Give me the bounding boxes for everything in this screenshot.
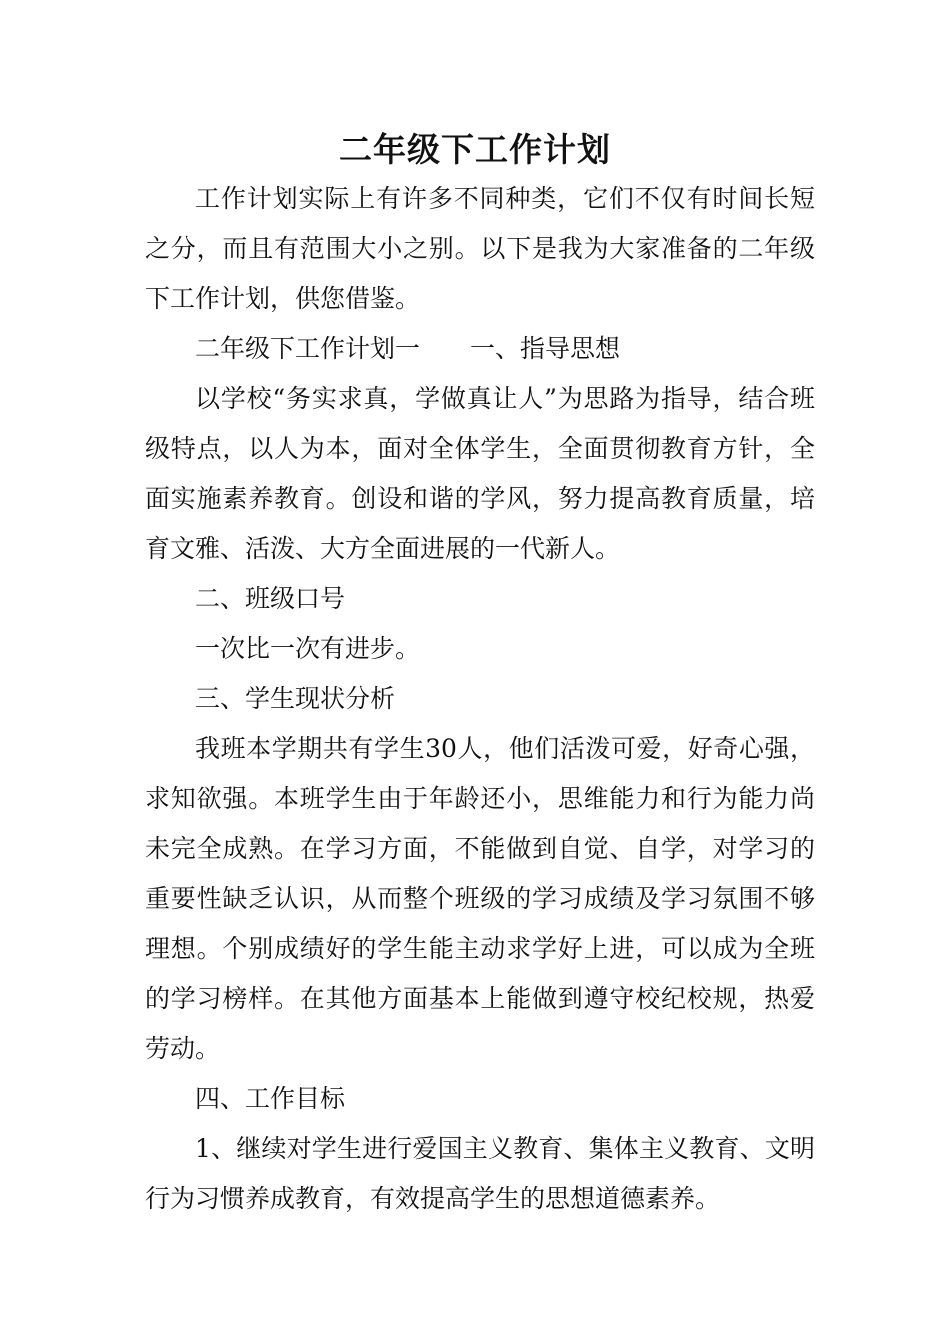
section-four-heading: 四、工作目标 [195,1084,346,1113]
guiding-thought-paragraph: 以学校“务实求真，学做真让人”为思路为指导，结合班级特点，以人为本，面对全体学生，全面贯彻教育方针，全面实施素养教育。创设和谐的学风，努力提高教育质量，培育文雅、活泼、大方全面进展的一代新人。 [145,384,815,563]
section-one-heading: 一、指导思想 [470,334,621,363]
section-two-heading: 二、班级口号 [195,584,346,613]
document-title: 二年级下工作计划 [339,130,611,169]
plan-one-label: 二年级下工作计划一 [195,334,421,363]
goal-one-paragraph: 1、继续对学生进行爱国主义教育、集体主义教育、文明行为习惯养成教育，有效提高学生的思想道德素养。 [145,1134,815,1213]
student-analysis-paragraph: 我班本学期共有学生30人，他们活泼可爱，好奇心强，求知欲强。本班学生由于年龄还小，思维能力和行为能力尚未完全成熟。在学习方面，不能做到自觉、自学，对学习的重要性缺乏认识，从而整个班级的学习成绩及学习氛围不够理想。个别成绩好的学生能主动求学好上进，可以成为全班的学习榜样。在其他方面基本上能做到遵守校纪校规，热爱劳动。 [145,734,815,1063]
section-three-heading: 三、学生现状分析 [195,684,396,713]
class-slogan-paragraph: 一次比一次有进步。 [195,634,421,663]
document-body [145,174,815,1224]
plan-heading-line [145,324,815,374]
intro-paragraph: 工作计划实际上有许多不同种类，它们不仅有时间长短之分，而且有范围大小之别。以下是我为大家准备的二年级下工作计划，供您借鉴。 [145,184,815,313]
